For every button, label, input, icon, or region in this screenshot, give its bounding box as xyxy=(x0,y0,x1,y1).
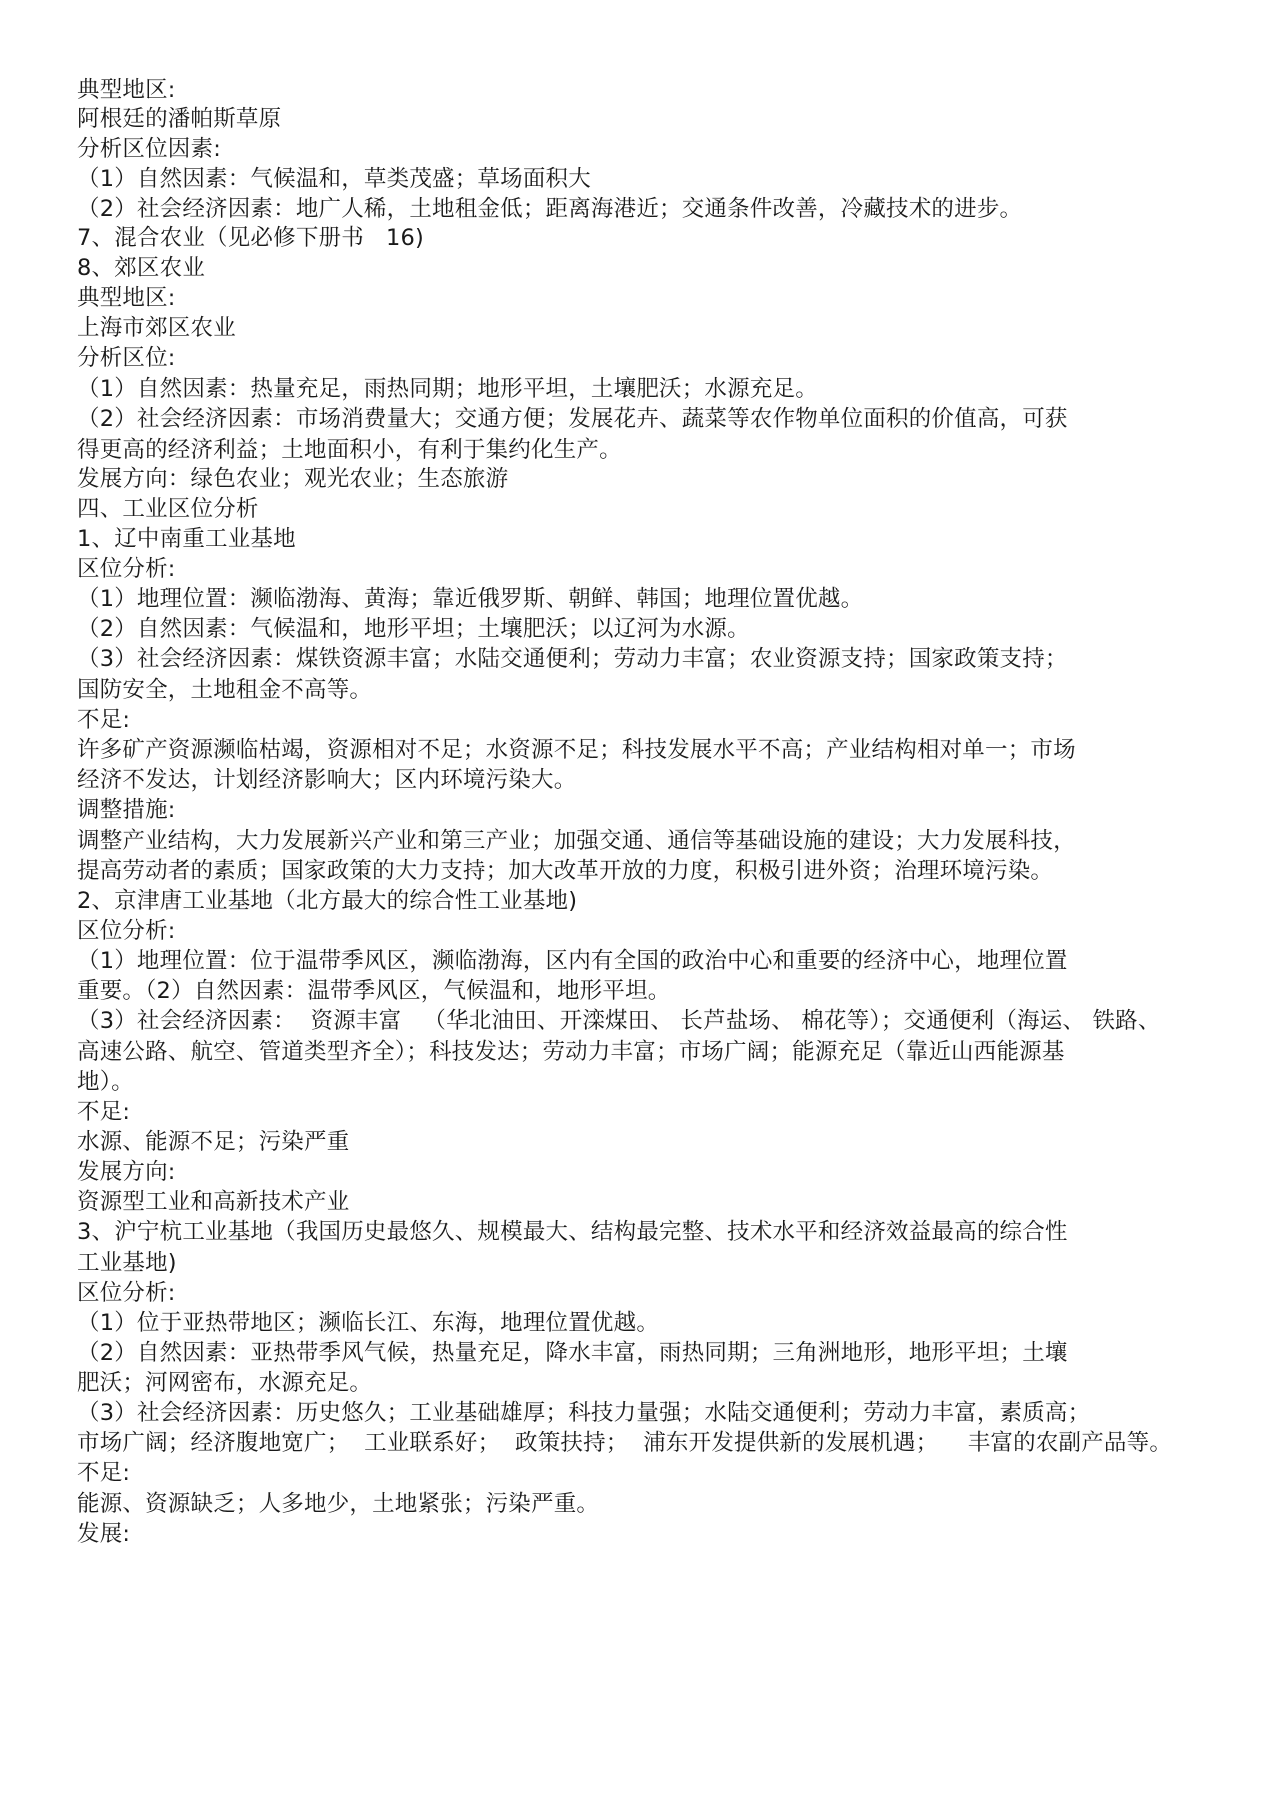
text-line: 区位分析: xyxy=(77,556,176,582)
text-line: 资源型工业和高新技术产业 xyxy=(77,1189,350,1215)
text-line: 地）。 xyxy=(77,1069,134,1095)
text-line: 经济不发达，计划经济影响大；区内环境污染大。 xyxy=(77,767,577,793)
text-line: 高速公路、航空、管道类型齐全）；科技发达；劳动力丰富；市场广阔；能源充足（靠近山西能源基 xyxy=(77,1039,1065,1065)
text-line: 国防安全，土地租金不高等。 xyxy=(77,677,373,703)
text-line: 不足: xyxy=(77,707,131,733)
text-line: （2）自然因素：亚热带季风气候，热量充足，降水丰富，雨热同期；三角洲地形，地形平坦；土壤 xyxy=(77,1340,1068,1366)
text-line: 3、沪宁杭工业基地（我国历史最悠久、规模最大、结构最完整、技术水平和经济效益最高的综合性 xyxy=(77,1219,1068,1245)
text-line: 市场广阔；经济腹地宽广； 工业联系好； 政策扶持； 浦东开发提供新的发展机遇； 丰富的农副产品等。 xyxy=(77,1430,1173,1456)
text-line: （3）社会经济因素：煤铁资源丰富；水陆交通便利；劳动力丰富；农业资源支持；国家政策支持； xyxy=(77,646,1068,672)
text-line: 许多矿产资源濒临枯竭，资源相对不足；水资源不足；科技发展水平不高；产业结构相对单一；市场 xyxy=(77,737,1076,763)
text-line: 典型地区: xyxy=(77,77,176,103)
text-line: 调整产业结构，大力发展新兴产业和第三产业；加强交通、通信等基础设施的建设；大力发展科技， xyxy=(77,828,1076,854)
text-line: （2）社会经济因素：地广人稀，土地租金低；距离海港近；交通条件改善，冷藏技术的进步。 xyxy=(77,196,1023,222)
text-line: 得更高的经济利益；土地面积小，有利于集约化生产。 xyxy=(77,437,622,463)
text-line: （2）自然因素：气候温和，地形平坦；土壤肥沃；以辽河为水源。 xyxy=(77,616,750,642)
text-line: （2）社会经济因素：市场消费量大；交通方便；发展花卉、蔬菜等农作物单位面积的价值高，可获 xyxy=(77,406,1068,432)
text-line: 上海市郊区农业 xyxy=(77,315,236,341)
text-line: 发展方向: xyxy=(77,1159,176,1185)
text-line: 不足: xyxy=(77,1099,131,1125)
text-line: （1）自然因素：气候温和，草类茂盛；草场面积大 xyxy=(77,166,591,192)
text-line: 8、郊区农业 xyxy=(77,255,206,281)
text-line: 四、工业区位分析 xyxy=(77,496,259,522)
text-line: （1）地理位置：位于温带季风区，濒临渤海，区内有全国的政治中心和重要的经济中心，地理位置 xyxy=(77,948,1068,974)
text-line: 能源、资源缺乏；人多地少，土地紧张；污染严重。 xyxy=(77,1491,600,1517)
text-line: 发展: xyxy=(77,1521,131,1547)
text-line: （3）社会经济因素： 资源丰富 （华北油田、开滦煤田、 长芦盐场、 棉花等）；交通便利（海运、 铁路、 xyxy=(77,1008,1161,1034)
text-line: （3）社会经济因素：历史悠久；工业基础雄厚；科技力量强；水陆交通便利；劳动力丰富，素质高； xyxy=(77,1400,1091,1426)
text-line: 7、混合农业（见必修下册书 16) xyxy=(77,225,424,251)
text-line: 分析区位因素: xyxy=(77,136,221,162)
text-line: 典型地区: xyxy=(77,285,176,311)
text-line: （1）地理位置：濒临渤海、黄海；靠近俄罗斯、朝鲜、韩国；地理位置优越。 xyxy=(77,586,864,612)
text-line: 调整措施: xyxy=(77,797,176,823)
text-line: 阿根廷的潘帕斯草原 xyxy=(77,106,282,132)
text-line: 分析区位: xyxy=(77,345,176,371)
text-line: 区位分析: xyxy=(77,1280,176,1306)
text-line: 不足: xyxy=(77,1460,131,1486)
text-line: 2、京津唐工业基地（北方最大的综合性工业基地) xyxy=(77,888,578,914)
text-line: （1）自然因素：热量充足，雨热同期；地形平坦，土壤肥沃；水源充足。 xyxy=(77,376,818,402)
text-line: 发展方向：绿色农业；观光农业；生态旅游 xyxy=(77,466,509,492)
text-line: （1）位于亚热带地区；濒临长江、东海，地理位置优越。 xyxy=(77,1310,660,1336)
text-line: 1、辽中南重工业基地 xyxy=(77,526,296,552)
text-line: 肥沃；河网密布，水源充足。 xyxy=(77,1370,373,1396)
text-line: 重要。（2）自然因素：温带季风区，气候温和，地形平坦。 xyxy=(77,978,671,1004)
text-line: 水源、能源不足；污染严重 xyxy=(77,1129,350,1155)
text-line: 提高劳动者的素质；国家政策的大力支持；加大改革开放的力度，积极引进外资；治理环境污染。 xyxy=(77,858,1054,884)
text-line: 区位分析: xyxy=(77,918,176,944)
text-line: 工业基地) xyxy=(77,1250,177,1276)
